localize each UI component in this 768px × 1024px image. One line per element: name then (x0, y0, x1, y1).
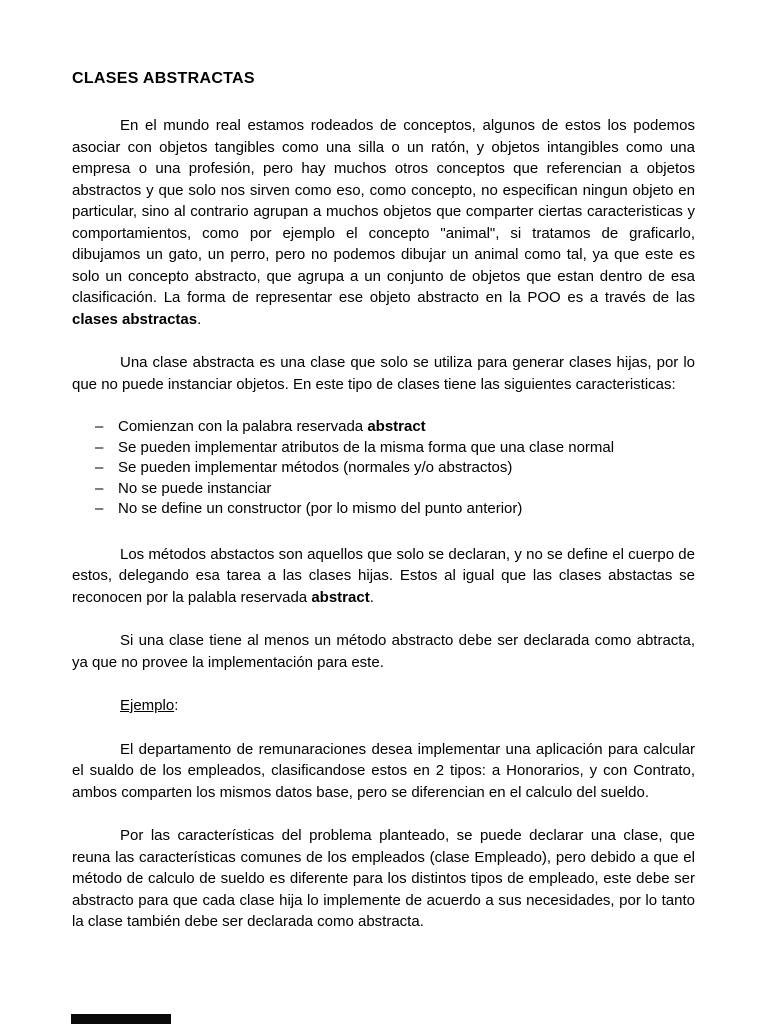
list-item (95, 499, 695, 520)
list-item-text (118, 458, 512, 479)
example-label: Ejemplo (120, 697, 175, 714)
list-item (95, 438, 695, 459)
list-item-pre: Comienzan con la palabra reservada (118, 418, 368, 435)
bullet-dash: – (95, 479, 104, 497)
paragraph-text: . (369, 588, 374, 606)
bullet-dash: – (95, 500, 104, 517)
page-bottom-bar (71, 1014, 171, 1024)
list-item-text (118, 499, 522, 520)
bold-term-clases-abstractas: clases abstractas (72, 310, 198, 328)
example-heading (72, 695, 695, 717)
list-item (95, 417, 695, 438)
list-item-pre: Se pueden implementar métodos (normales y/o abstractos) (118, 459, 513, 476)
paragraph-example-description: El departamento de remunaraciones desea implementar una aplicación para calcular el sualdo de los empleados, clasificandose estos en 2 tipos: a Honorarios, y con Contrato, ambos comparten los mismos datos base, pero se diferencian en el calculo del sueldo. (72, 740, 695, 801)
characteristics-list (72, 417, 695, 520)
paragraph-definition: Una clase abstracta es una clase que solo se utiliza para generar clases hijas, por lo que no puede instanciar objetos. En este tipo de clases tiene las siguientes caracteristicas: (72, 354, 695, 393)
bold-term-abstract: abstract (367, 418, 426, 435)
list-item-text (118, 438, 614, 459)
list-item (95, 479, 695, 500)
paragraph-intro (72, 115, 695, 330)
list-item-pre: No se define un constructor (por lo mismo del punto anterior) (118, 500, 523, 517)
list-item (95, 458, 695, 479)
list-item-pre: No se puede instanciar (118, 479, 272, 497)
list-item-text (118, 417, 426, 438)
bullet-dash: – (95, 418, 104, 435)
paragraph-text: . (197, 310, 202, 328)
bold-term-abstract: abstract (311, 588, 370, 606)
paragraph-text: En el mundo real estamos rodeados de conceptos, algunos de estos los podemos asociar con objetos tangibles como una silla o un ratón, y objetos intangibles como una empresa o una profesión, pero hay muchos otros conceptos que referencian a objetos abstractos y que solo nos sirven como eso, como concepto, no especifican ningun objeto en particular, sino al contrario agrupan a muchos objetos que comparter ciertas caracteristicas y comportamientos, como por ejemplo el concepto "animal", si tratamos de graficarlo, dibujamos un gato, un perro, pero no podemos dibujar un animal como tal, ya que este es solo un concepto abstracto, que agrupa a un conjunto de objetos que estan dentro de esa clasificación. La forma de representar ese objeto abstracto en la POO es a través de las (72, 117, 695, 306)
paragraph-abstract-methods (72, 544, 695, 609)
example-colon: : (174, 697, 179, 714)
paragraph-example-solution: Por las características del problema planteado, se puede declarar una clase, que reuna las características comunes de los empleados (clase Empleado), pero debido a que el método de calculo de sueldo es diferente para los distintos tipos de empleado, este debe ser abstracto para que cada clase hija lo implemente de acuerdo a sus necesidades, por lo tanto la clase también debe ser declarada como abstracta. (72, 827, 695, 930)
paragraph-abstract-rule: Si una clase tiene al menos un método abstracto debe ser declarada como abtracta, ya que no provee la implementación para este. (72, 632, 695, 671)
list-item-text (118, 479, 271, 500)
list-item-pre: Se pueden implementar atributos de la misma forma que una clase normal (118, 438, 615, 456)
bullet-dash: – (95, 438, 104, 456)
paragraph-text: Los métodos abstactos son aquellos que solo se declaran, y no se define el cuerpo de estos, delegando esa tarea a las clases hijas. Estos al igual que las clases abstactas se reconocen por la palabla reservada (72, 545, 695, 606)
bullet-dash: – (95, 459, 104, 476)
document-title: CLASES ABSTRACTAS (72, 70, 255, 87)
